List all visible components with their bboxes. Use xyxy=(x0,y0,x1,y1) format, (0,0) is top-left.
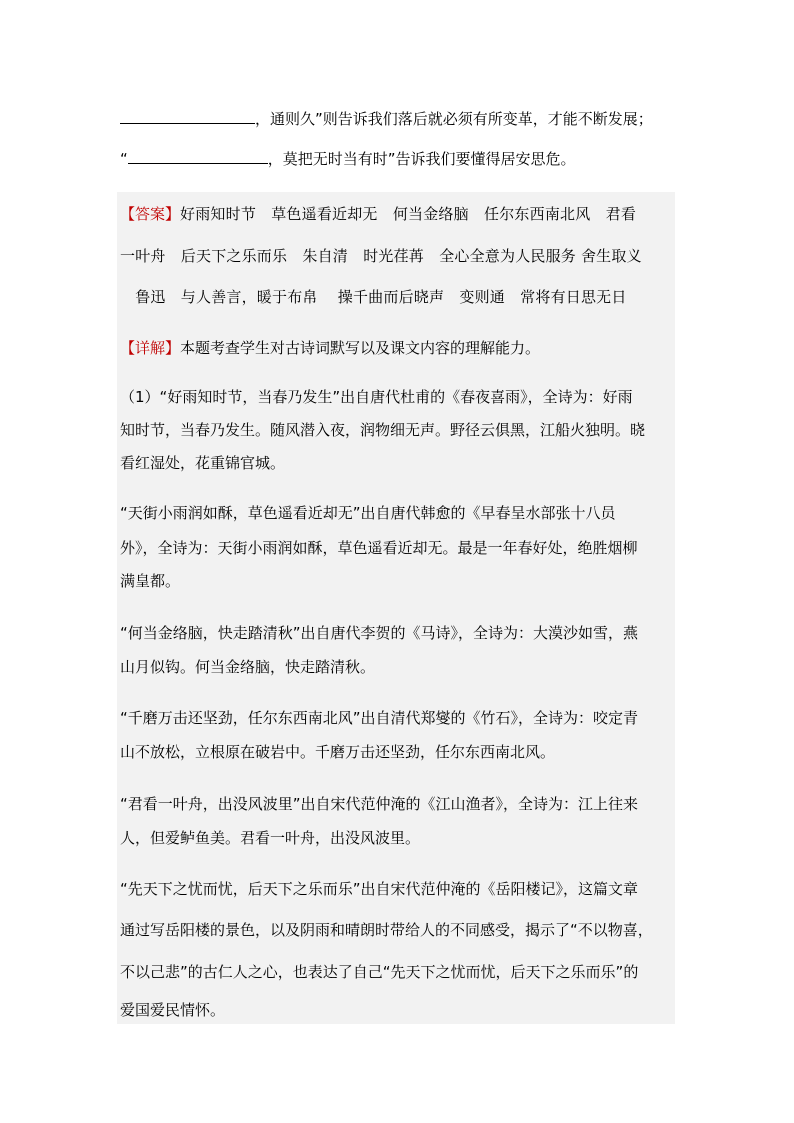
explain-line: 人，但爱鲈鱼美。君看一叶舟，出没风波里。 xyxy=(120,829,421,847)
explain-line: 通过写岳阳楼的景色，以及阴雨和晴朗时带给人的不同感受，揭示了“不以物喜， xyxy=(120,921,653,939)
explain-line: 知时节，当春乃发生。随风潜入夜，润物细无声。野径云俱黑，江船火独明。晓 xyxy=(120,421,646,439)
question-line-2-text: ，莫把无时当有时”告诉我们要懂得居安思危。 xyxy=(267,150,576,168)
explain-line: 外》，全诗为：天街小雨润如酥，草色遥看近却无。最是一年春好处，绝胜烟柳 xyxy=(120,539,638,557)
explain-intro-line xyxy=(120,338,540,358)
explain-line: 满皇都。 xyxy=(120,572,181,590)
question-line-1-text: ，通则久”则告诉我们落后就必须有所变革，才能不断发展； xyxy=(255,110,653,128)
open-quote: “ xyxy=(120,150,128,168)
explain-intro: 本题考查学生对古诗词默写以及课文内容的理解能力。 xyxy=(180,339,541,357)
answer-label: 【答案】 xyxy=(120,205,181,223)
answer-panel xyxy=(117,192,675,1024)
answer-blank-2[interactable] xyxy=(128,148,268,164)
explain-line: 看红湿处，花重锦官城。 xyxy=(120,454,286,472)
answer-line-2: 一叶舟 后天下之乐而乐 朱自清 时光荏苒 全心全意为人民服务 舍生取义 xyxy=(120,247,642,265)
answer-line-3: 鲁迅 与人善言，暖于布帛 操千曲而后晓声 变则通 常将有日思无日 xyxy=(120,288,627,306)
explain-line: 爱国爱民情怀。 xyxy=(120,1001,226,1019)
question-line-1 xyxy=(120,108,653,129)
question-line-2 xyxy=(120,148,576,169)
explain-line: 不以己悲”的古仁人之心，也表达了自己“先天下之忧而忧，后天下之乐而乐”的 xyxy=(120,963,639,981)
explain-line: “先天下之忧而忧，后天下之乐而乐”出自宋代范仲淹的《岳阳楼记》，这篇文章 xyxy=(120,880,639,898)
answer-blank-1[interactable] xyxy=(120,108,255,124)
answer-line-1 xyxy=(120,204,636,224)
explain-line: “君看一叶舟，出没风波里”出自宋代范仲淹的《江山渔者》，全诗为：江上往来 xyxy=(120,795,639,813)
explain-line: 山不放松，立根原在破岩中。千磨万击还坚劲，任尔东西南北风。 xyxy=(120,743,556,761)
answer-text-1: 好雨知时节 草色遥看近却无 何当金络脑 任尔东西南北风 君看 xyxy=(180,205,637,223)
explain-line: “何当金络脑，快走踏清秋”出自唐代李贺的《马诗》，全诗为：大漠沙如雪，燕 xyxy=(120,624,639,642)
explain-line: “天街小雨润如酥，草色遥看近却无”出自唐代韩愈的《早春呈水部张十八员 xyxy=(120,504,616,522)
explain-line: （1）“好雨知时节，当春乃发生”出自唐代杜甫的《春夜喜雨》，全诗为：好雨 xyxy=(120,388,633,406)
explain-label: 【详解】 xyxy=(120,339,181,357)
explain-line: 山月似钩。何当金络脑，快走踏清秋。 xyxy=(120,658,376,676)
explain-line: “千磨万击还坚劲，任尔东西南北风”出自清代郑燮的《竹石》，全诗为：咬定青 xyxy=(120,709,639,727)
